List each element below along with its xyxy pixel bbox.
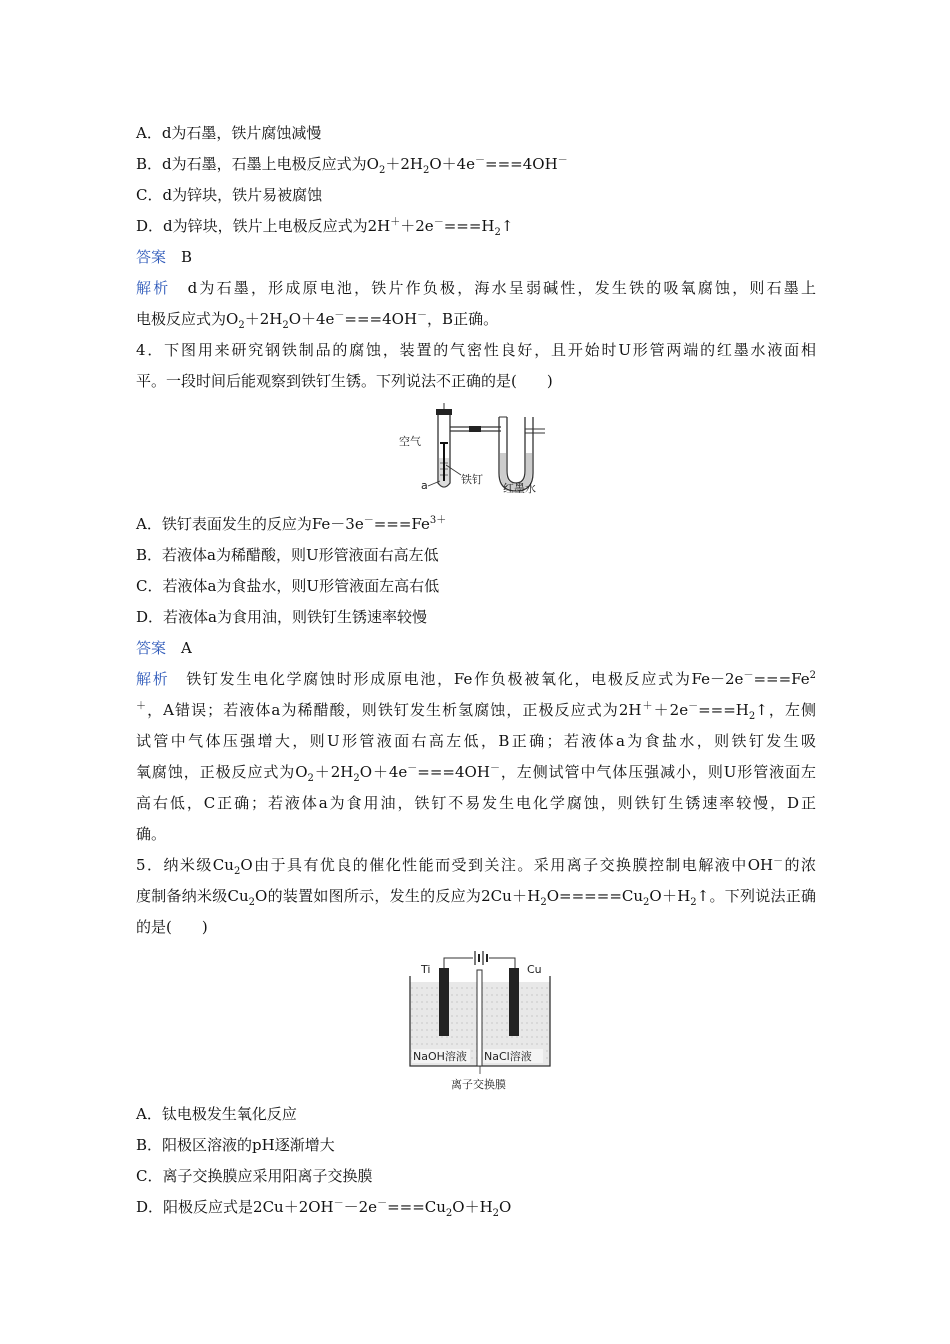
q4-analysis-line-6: 确。 [136,825,167,843]
q4-analysis-line-1: 解析 铁钉发生电化学腐蚀时形成原电池，Fe作负极被氧化，电极反应式为$Fe-2e^-===Fe^2$ [136,670,816,688]
q4-analysis-line-3: 试管中气体压强增大，则U形管液面右高左低，B正确；若液体a为食盐水，则铁钉发生吸 [136,732,816,750]
q5-option-d: D．阳极反应式是$2Cu+2OH^--2e^-===Cu_2O+H_2O$ [136,1198,512,1219]
q4-analysis-line-2: ＋，A错误；若液体a为稀醋酸，则铁钉发生析氢腐蚀，正极反应式为$2H^++2e^-===H_2↑$，左侧 [136,701,817,722]
q3-analysis-line-1: 解析 d为石墨，形成原电池，铁片作负极，海水呈弱碱性，发生铁的吸氧腐蚀，则石墨上 [136,279,816,297]
q3-option-b: B．d为石墨，石墨上电极反应式为$O_2+2H_2O+4e^-===4OH^-$ [136,155,568,176]
q4-stem-line-1: 4．下图用来研究钢铁制品的腐蚀，装置的气密性良好，且开始时U形管两端的红墨水液面相 [136,341,816,359]
q3-option-d: D．d为锌块，铁片上电极反应式为$2H^++2e^-===H_2↑$ [136,217,514,238]
cu-electrode-label: Cu [527,963,542,976]
q4-analysis-line-5: 高右低，C正确；若液体a为食用油，铁钉不易发生电化学腐蚀，则铁钉生锈速率较慢，D正 [136,794,816,812]
q3-answer: 答案 B [136,248,193,266]
ti-electrode-label: Ti [421,963,431,976]
answer-label: 答案 [136,248,167,266]
nacl-solution-label: NaCl溶液 [484,1050,532,1063]
red-ink-label: 红墨水 [503,482,536,495]
q4-option-d: D．若液体a为食用油，则铁钉生锈速率较慢 [136,608,427,626]
q5-option-b: B．阳极区溶液的pH逐渐增大 [136,1136,335,1154]
q5-option-a: A．钛电极发生氧化反应 [136,1105,297,1123]
q4-stem-line-2: 平。一段时间后能观察到铁钉生锈。下列说法不正确的是( ) [136,372,553,390]
q3-option-a: A．d为石墨，铁片腐蚀减慢 [136,124,322,142]
analysis-label: 解析 [136,279,171,297]
q4-option-a: A．铁钉表面发生的反应为$Fe-3e^-===Fe^{3+}$ [136,515,447,533]
q4-option-b: B．若液体a为稀醋酸，则U形管液面右高左低 [136,546,439,564]
q3-analysis-line-2: 电极反应式为$O_2+2H_2O+4e^-===4OH^-$，B正确。 [136,310,499,331]
analysis-label: 解析 [136,670,170,688]
naoh-solution-label: NaOH溶液 [413,1050,467,1063]
q5-stem-line-1: 5．纳米级$Cu_2O$由于具有优良的催化性能而受到关注。采用离子交换膜控制电解液中OH－的浓 [136,856,816,877]
q5-stem-line-2: 度制备纳米级$Cu_2O$的装置如图所示，发生的反应为$2Cu+H_2O=====Cu_2O+H_2↑$。下列说法正确 [136,887,817,908]
q3-option-c: C．d为锌块，铁片易被腐蚀 [136,186,323,204]
air-label: 空气 [399,435,421,448]
q5-option-c: C．离子交换膜应采用阳离子交换膜 [136,1167,373,1185]
q4-option-c: C．若液体a为食盐水，则U形管液面左高右低 [136,577,440,595]
electrolysis-cell-figure [405,948,555,1096]
q5-stem-line-3: 的是( ) [136,918,208,936]
rusting-apparatus-figure [395,403,555,498]
nail-label: 铁钉 [461,473,483,486]
answer-label: 答案 [136,639,167,657]
liquid-a-label: a [421,479,428,492]
q4-analysis-line-4: 氧腐蚀，正极反应式为$O_2+2H_2O+4e^-===4OH^-$，左侧试管中气体压强减小，则U形管液面左 [136,763,816,784]
ion-exchange-membrane-label: 离子交换膜 [451,1078,506,1091]
q4-answer: 答案 A [136,639,192,657]
